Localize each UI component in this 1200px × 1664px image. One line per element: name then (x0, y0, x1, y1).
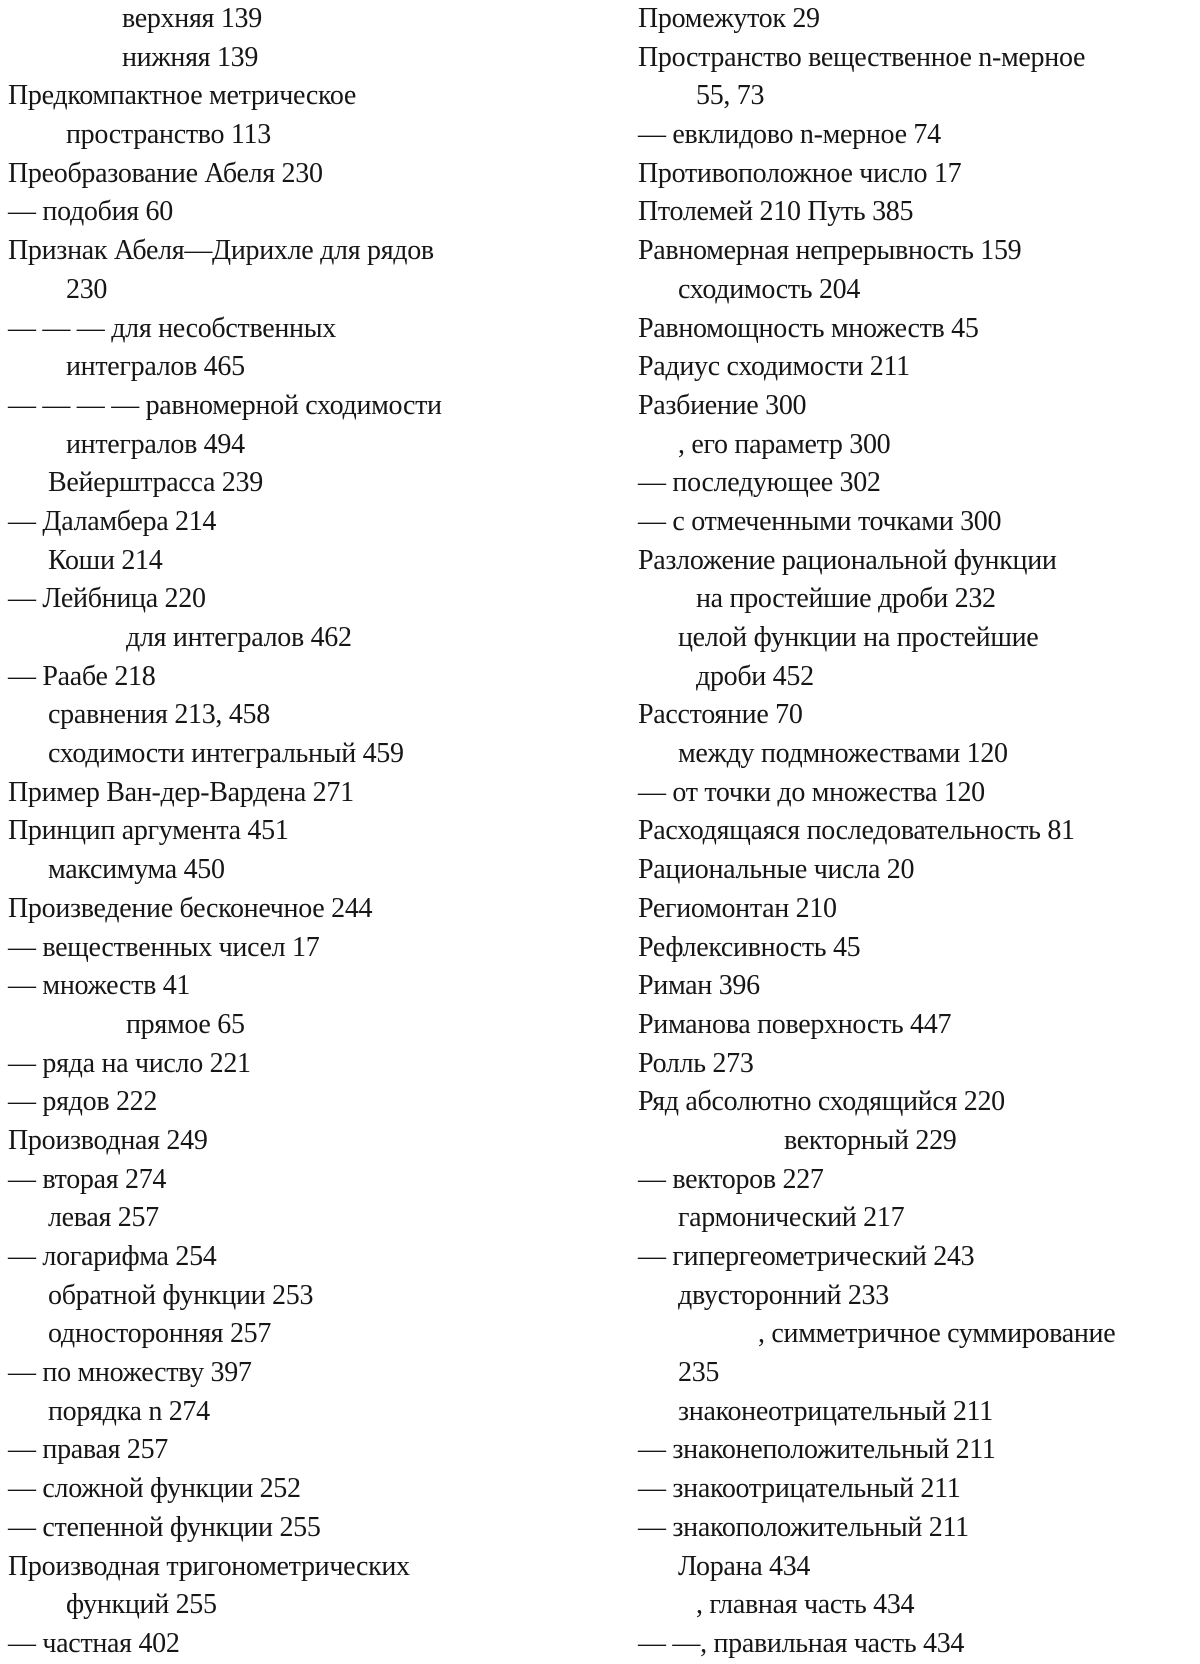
index-column-left (8, 0, 608, 1664)
index-entry: — правая 257 (8, 1434, 168, 1466)
index-entry: Риманова поверхность 447 (638, 1008, 952, 1040)
index-column-right (638, 0, 1198, 1664)
index-entry: пространство 113 (66, 119, 271, 151)
index-entry: верхняя 139 (122, 3, 262, 34)
index-entry: Региомонтан 210 (638, 892, 837, 924)
index-entry: Равномерная непрерывность 159 (638, 235, 1022, 267)
index-entry: Разложение рациональной функции (638, 544, 1057, 576)
index-entry: Преобразование Абеля 230 (8, 157, 323, 189)
index-entry: знаконеотрицательный 211 (678, 1395, 993, 1427)
index-entry: Вейерштрасса 239 (48, 467, 263, 499)
index-entry: — подобия 60 (8, 196, 173, 228)
index-entry: — гипергеометрический 243 (638, 1241, 975, 1272)
index-entry: векторный 229 (784, 1124, 957, 1156)
index-entry: — —, правильная часть 434 (638, 1627, 965, 1659)
index-entry: — последующее 302 (638, 467, 881, 499)
index-entry: Коши 214 (48, 544, 163, 576)
index-entry: — логарифма 254 (8, 1241, 217, 1272)
index-entry: — по множеству 397 (8, 1357, 252, 1389)
index-entry: двусторонний 233 (678, 1279, 889, 1311)
index-entry: — рядов 222 (8, 1086, 158, 1118)
index-entry: — Лейбница 220 (8, 583, 206, 615)
index-entry: Признак Абеля—Дирихле для рядов (8, 235, 434, 267)
index-entry: Риман 396 (638, 970, 760, 1002)
index-entry: Производная тригонометрических (8, 1550, 410, 1582)
index-entry: Радиус сходимости 211 (638, 351, 910, 383)
index-entry: для интегралов 462 (126, 622, 352, 653)
index-entry: Расходящаяся последовательность 81 (638, 815, 1075, 847)
index-entry: Птолемей 210 Путь 385 (638, 196, 914, 228)
index-entry: 235 (678, 1357, 720, 1389)
index-entry: , его параметр 300 (678, 428, 891, 460)
index-entry: Ролль 273 (638, 1047, 754, 1079)
index-entry: — знакоотрицательный 211 (638, 1473, 961, 1505)
index-entry: Разбиение 300 (638, 389, 807, 421)
index-entry: Промежуток 29 (638, 3, 820, 34)
index-entry: гармонический 217 (678, 1202, 905, 1234)
index-entry: Рациональные числа 20 (638, 854, 915, 886)
index-entry: , симметричное суммирование (758, 1318, 1116, 1350)
index-entry: Рефлексивность 45 (638, 931, 861, 963)
index-entry: — от точки до множества 120 (638, 776, 985, 808)
index-entry: — сложной функции 252 (8, 1473, 301, 1505)
index-entry: дроби 452 (696, 660, 814, 692)
index-entry: между подмножествами 120 (678, 738, 1008, 770)
index-entry: — — — — равномерной сходимости (8, 389, 442, 421)
index-entry: — знаконеположительный 211 (638, 1434, 996, 1466)
index-entry: обратной функции 253 (48, 1279, 314, 1311)
index-entry: 55, 73 (696, 80, 765, 112)
index-entry: функций 255 (66, 1589, 217, 1621)
index-entry: — — — для несобственных (8, 312, 336, 344)
index-entry: — степенной функции 255 (8, 1511, 321, 1543)
index-entry: порядка n 274 (48, 1395, 210, 1427)
index-entry: левая 257 (48, 1202, 159, 1234)
index-entry: — частная 402 (8, 1627, 180, 1659)
index-entry: — с отмеченными точками 300 (638, 505, 1002, 537)
index-entry: Равномощность множеств 45 (638, 312, 979, 344)
index-entry: целой функции на простейшие (678, 622, 1039, 653)
index-entry: — Раабе 218 (8, 660, 156, 692)
index-entry: , главная часть 434 (696, 1589, 915, 1621)
index-entry: — векторов 227 (638, 1163, 824, 1195)
index-entry: интегралов 494 (66, 428, 245, 460)
index-entry: 230 (66, 273, 108, 305)
index-entry: — знакоположительный 211 (638, 1511, 969, 1543)
index-entry: — ряда на число 221 (8, 1047, 251, 1079)
index-entry: Расстояние 70 (638, 699, 803, 731)
index-entry: сравнения 213, 458 (48, 699, 270, 731)
index-entry: Пример Ван-дер-Вардена 271 (8, 776, 354, 808)
index-entry: Производная 249 (8, 1124, 208, 1156)
index-entry: сходимости интегральный 459 (48, 738, 404, 770)
index-entry: Ряд абсолютно сходящийся 220 (638, 1086, 1005, 1118)
index-entry: — вторая 274 (8, 1163, 167, 1195)
index-entry: Пространство вещественное n-мерное (638, 41, 1086, 73)
index-entry: Принцип аргумента 451 (8, 815, 289, 847)
index-entry: односторонняя 257 (48, 1318, 272, 1350)
index-entry: — вещественных чисел 17 (8, 931, 320, 963)
index-entry: Лорана 434 (678, 1550, 811, 1582)
index-entry: сходимость 204 (678, 273, 861, 305)
index-entry: — Даламбера 214 (8, 505, 217, 537)
index-entry: Предкомпактное метрическое (8, 80, 357, 112)
index-entry: на простейшие дроби 232 (696, 583, 996, 615)
index-entry: максимума 450 (48, 854, 225, 886)
index-entry: — множеств 41 (8, 970, 191, 1002)
index-entry: прямое 65 (126, 1008, 245, 1040)
index-entry: интегралов 465 (66, 351, 245, 383)
index-entry: — евклидово n-мерное 74 (638, 119, 941, 151)
index-entry: Противоположное число 17 (638, 157, 962, 189)
index-entry: нижняя 139 (122, 41, 259, 73)
index-entry: Произведение бесконечное 244 (8, 892, 373, 924)
